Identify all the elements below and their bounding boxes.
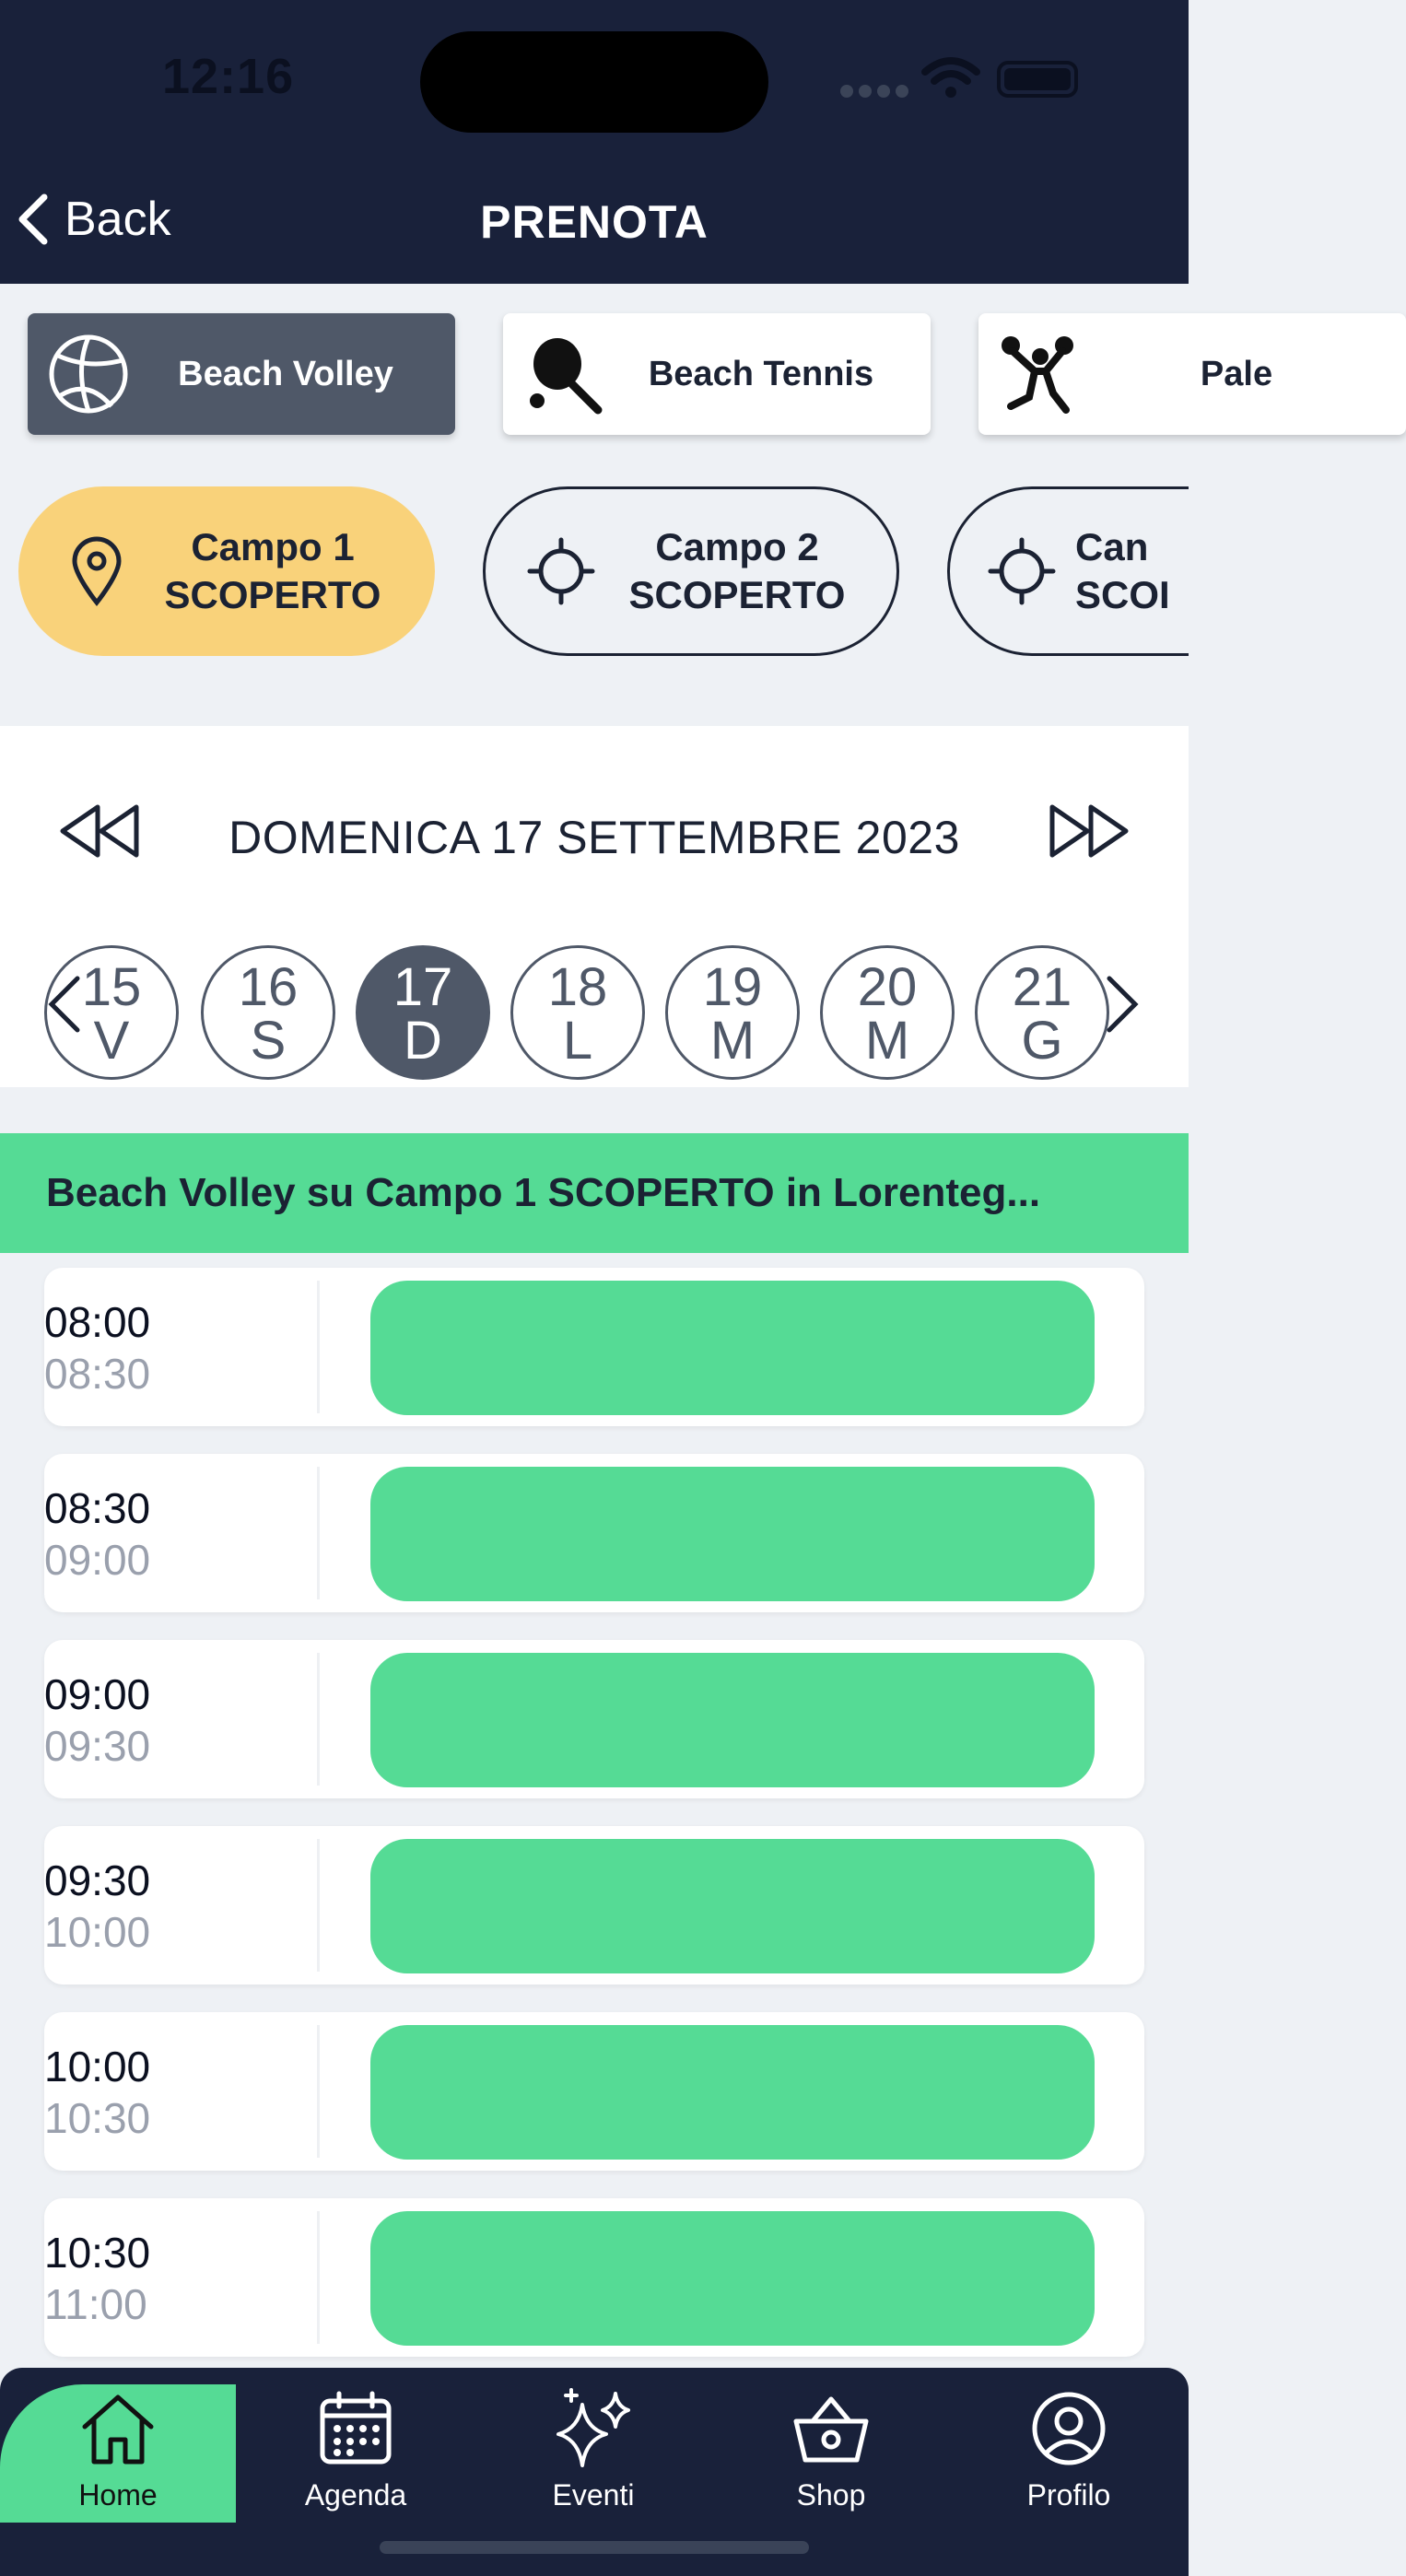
home-indicator	[380, 2541, 809, 2554]
tab-label: Shop	[796, 2478, 866, 2512]
basket-icon	[713, 2384, 949, 2473]
slot-start: 09:00	[44, 1670, 151, 1718]
divider	[317, 1839, 320, 1972]
court-chip-campo-1[interactable]	[18, 486, 435, 656]
slot-available-button[interactable]	[370, 1839, 1095, 1973]
divider	[317, 1653, 320, 1786]
wifi-icon	[921, 55, 980, 100]
sport-chip-beach-volley[interactable]	[28, 313, 455, 435]
fast-forward-icon[interactable]	[1047, 802, 1131, 861]
sport-chip-beach-tennis[interactable]	[503, 313, 931, 435]
tab-label: Home	[78, 2478, 158, 2512]
tab-profilo[interactable]	[951, 2384, 1187, 2523]
time-slot	[44, 1268, 1144, 1426]
time-slot	[44, 1826, 1144, 1985]
status-time: 12:16	[162, 49, 295, 104]
slot-end: 10:30	[44, 2094, 151, 2142]
tab-shop[interactable]	[713, 2384, 949, 2523]
volleyball-icon	[42, 328, 135, 420]
day-17[interactable]: 17 D	[356, 945, 490, 1080]
divider	[317, 2211, 320, 2344]
top-bar	[0, 0, 1189, 284]
tab-home[interactable]	[0, 2384, 236, 2523]
sport-label: Beach Volley	[178, 354, 393, 393]
slot-end: 08:30	[44, 1350, 151, 1398]
location-pin-icon	[58, 536, 135, 606]
day-15[interactable]: 15 V	[44, 945, 179, 1080]
dynamic-island	[420, 31, 768, 133]
slot-start: 08:30	[44, 1484, 151, 1532]
cheerleader-icon	[993, 328, 1085, 420]
time-slot	[44, 1454, 1144, 1612]
slot-start: 08:00	[44, 1298, 151, 1346]
sport-label: Beach Tennis	[648, 354, 874, 393]
sport-selector	[0, 284, 1273, 726]
slot-start: 10:00	[44, 2043, 151, 2090]
beach-tennis-icon	[518, 328, 610, 420]
slot-end: 11:00	[44, 2280, 147, 2328]
time-slot	[44, 1640, 1144, 1798]
divider	[317, 2025, 320, 2158]
slot-start: 09:30	[44, 1856, 151, 1904]
time-slot-list	[44, 1268, 1144, 2373]
user-circle-icon	[951, 2384, 1187, 2473]
battery-icon	[997, 61, 1078, 98]
cellular-signal-icon	[840, 85, 914, 102]
slot-end: 09:00	[44, 1536, 151, 1584]
day-21[interactable]: 21 G	[975, 945, 1109, 1080]
tab-eventi[interactable]	[475, 2384, 711, 2523]
slot-available-button[interactable]	[370, 2025, 1095, 2160]
crosshair-icon	[987, 536, 1057, 606]
slot-available-button[interactable]	[370, 1653, 1095, 1787]
calendar-icon	[238, 2384, 474, 2473]
home-icon	[0, 2384, 236, 2473]
sparkles-icon	[475, 2384, 711, 2473]
slot-end: 10:00	[44, 1908, 151, 1956]
selected-date: DOMENICA 17 SETTEMBRE 2023	[228, 812, 960, 863]
day-18[interactable]: 18 L	[510, 945, 645, 1080]
divider	[317, 1281, 320, 1413]
tab-label: Eventi	[552, 2478, 635, 2512]
sport-chip-pale[interactable]	[978, 313, 1406, 435]
day-20[interactable]: 20 M	[820, 945, 955, 1080]
day-16[interactable]: 16 S	[201, 945, 335, 1080]
time-slot	[44, 2198, 1144, 2357]
slot-available-button[interactable]	[370, 2211, 1095, 2346]
tab-label: Profilo	[1026, 2478, 1111, 2512]
selection-banner: Beach Volley su Campo 1 SCOPERTO in Lorenteg...	[0, 1133, 1189, 1253]
tab-agenda[interactable]	[238, 2384, 474, 2523]
date-picker	[0, 726, 1189, 1087]
court-label: Can SCOI	[1075, 525, 1170, 616]
court-chip-campo-2[interactable]	[483, 486, 899, 656]
day-strip	[81, 938, 1072, 1085]
time-slot	[44, 2012, 1144, 2171]
slot-available-button[interactable]	[370, 1467, 1095, 1601]
slot-available-button[interactable]	[370, 1281, 1095, 1415]
page-title: PRENOTA	[480, 196, 709, 248]
tab-label: Agenda	[304, 2478, 407, 2512]
back-label: Back	[64, 193, 171, 246]
crosshair-icon	[522, 536, 600, 606]
sport-label: Pale	[1200, 354, 1273, 393]
court-label: Campo 2 SCOPERTO	[628, 525, 846, 616]
court-label: Campo 1 SCOPERTO	[164, 525, 381, 616]
day-19[interactable]: 19 M	[665, 945, 800, 1080]
court-chip-campo-3[interactable]	[947, 486, 1189, 656]
slot-start: 10:30	[44, 2229, 151, 2277]
divider	[317, 1467, 320, 1599]
slot-end: 09:30	[44, 1722, 151, 1770]
